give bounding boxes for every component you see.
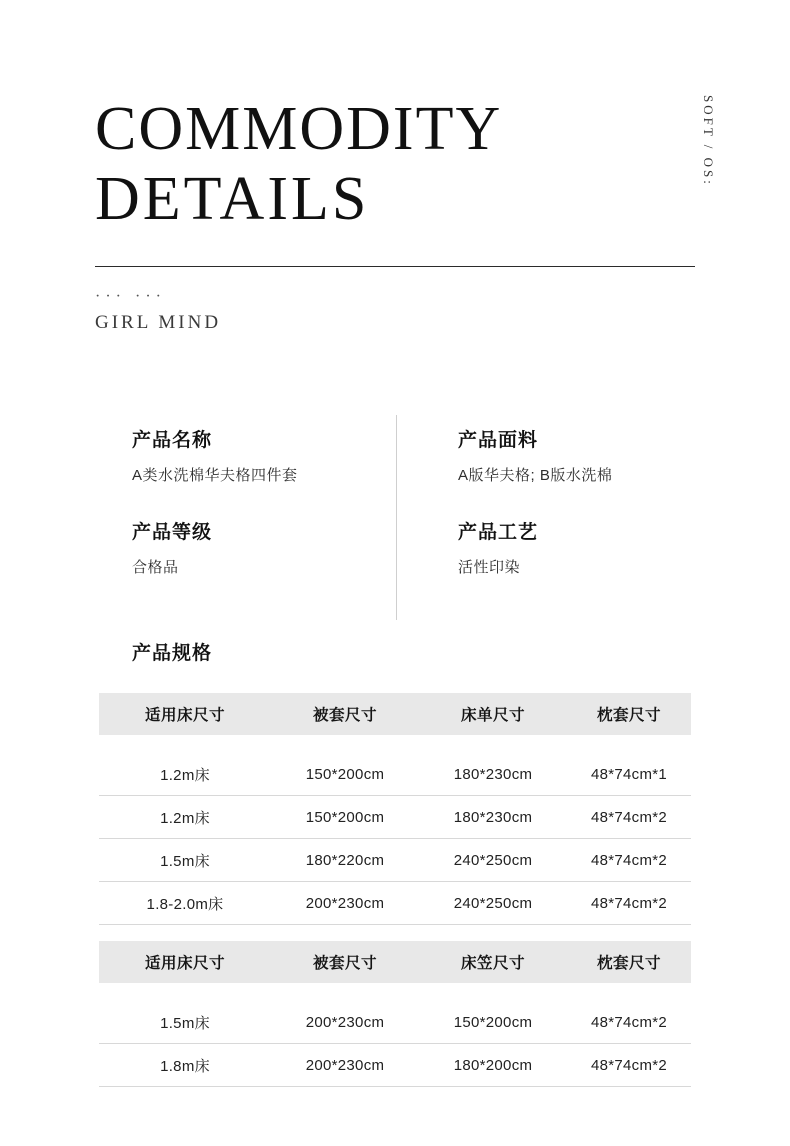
- table2-cell: 1.5m床: [99, 1001, 271, 1044]
- table-header-row: [99, 941, 691, 983]
- spacer-cell: [99, 983, 271, 1001]
- spec-product-grade-label: 产品等级: [132, 522, 213, 543]
- table2-cell: 1.8m床: [99, 1044, 271, 1087]
- table2-cell: 150*200cm: [419, 1001, 567, 1044]
- spacer-cell: [271, 983, 419, 1001]
- table1-cell: 240*250cm: [419, 839, 567, 882]
- table2-cell: 200*230cm: [271, 1044, 419, 1087]
- table1-cell: 150*200cm: [271, 753, 419, 796]
- spec-column-left: [132, 425, 382, 609]
- header-divider: [95, 266, 695, 267]
- spec-product-name-label: 产品名称: [132, 430, 213, 451]
- spacer-cell: [419, 735, 567, 753]
- table1-cell: 1.2m床: [99, 753, 271, 796]
- table-row: [99, 882, 691, 925]
- table1-cell: 48*74cm*2: [567, 839, 691, 882]
- spacer-cell: [99, 735, 271, 753]
- table1-cell: 1.8-2.0m床: [99, 882, 271, 925]
- brand-name: GIRL MIND: [95, 312, 222, 333]
- table2-cell: 48*74cm*2: [567, 1044, 691, 1087]
- page-title-line-1: COMMODITY: [95, 95, 503, 163]
- table1-header-cell: 床单尺寸: [419, 693, 567, 735]
- table1-cell: 48*74cm*2: [567, 882, 691, 925]
- spec-product-craft: [458, 517, 718, 577]
- decorative-dots: ··· ···: [95, 288, 166, 305]
- table-row: [99, 1044, 691, 1087]
- spec-column-right: [458, 425, 718, 609]
- spec-product-craft-value: 活性印染: [458, 559, 521, 576]
- table1-cell: 180*230cm: [419, 796, 567, 839]
- table1-cell: 150*200cm: [271, 796, 419, 839]
- size-section-title: 产品规格: [132, 643, 213, 664]
- table1-cell: 180*220cm: [271, 839, 419, 882]
- table2-header-cell: 床笠尺寸: [419, 941, 567, 983]
- table-row: [99, 753, 691, 796]
- spec-product-grade: [132, 517, 382, 577]
- table-row: [99, 1001, 691, 1044]
- page-title-line-2: DETAILS: [95, 165, 370, 233]
- spacer-cell: [567, 983, 691, 1001]
- table-row: [99, 796, 691, 839]
- table2-header-cell: 被套尺寸: [271, 941, 419, 983]
- table-row: [99, 839, 691, 882]
- table2-header-cell: 适用床尺寸: [99, 941, 271, 983]
- table1-cell: 48*74cm*1: [567, 753, 691, 796]
- spec-product-name: [132, 425, 382, 485]
- table1-cell: 1.2m床: [99, 796, 271, 839]
- table2-cell: 200*230cm: [271, 1001, 419, 1044]
- table1-cell: 48*74cm*2: [567, 796, 691, 839]
- table1-cell: 200*230cm: [271, 882, 419, 925]
- table1-cell: 180*230cm: [419, 753, 567, 796]
- table1-cell: 240*250cm: [419, 882, 567, 925]
- table1-header-cell: 被套尺寸: [271, 693, 419, 735]
- spec-column-divider: [396, 415, 397, 620]
- page-header: [95, 95, 655, 233]
- table1-header-cell: 适用床尺寸: [99, 693, 271, 735]
- size-table-fitted-sheet: [99, 941, 691, 1087]
- table2-cell: 180*200cm: [419, 1044, 567, 1087]
- table-spacer-row: [99, 983, 691, 1001]
- table-spacer-row: [99, 735, 691, 753]
- table1-cell: 1.5m床: [99, 839, 271, 882]
- spec-product-grade-value: 合格品: [132, 559, 179, 576]
- table1-header-cell: 枕套尺寸: [567, 693, 691, 735]
- vertical-tagline: SOFT / OS:: [701, 95, 716, 187]
- spacer-cell: [419, 983, 567, 1001]
- spacer-cell: [271, 735, 419, 753]
- spec-product-craft-label: 产品工艺: [458, 522, 539, 543]
- table2-cell: 48*74cm*2: [567, 1001, 691, 1044]
- spacer-cell: [567, 735, 691, 753]
- spec-product-name-value: A类水洗棉华夫格四件套: [132, 467, 298, 484]
- table2-header-cell: 枕套尺寸: [567, 941, 691, 983]
- table-header-row: [99, 693, 691, 735]
- spec-product-fabric-value: A版华夫格; B版水洗棉: [458, 467, 613, 484]
- spec-product-fabric-label: 产品面料: [458, 430, 539, 451]
- spec-product-fabric: [458, 425, 718, 485]
- size-table-flat-sheet: [99, 693, 691, 925]
